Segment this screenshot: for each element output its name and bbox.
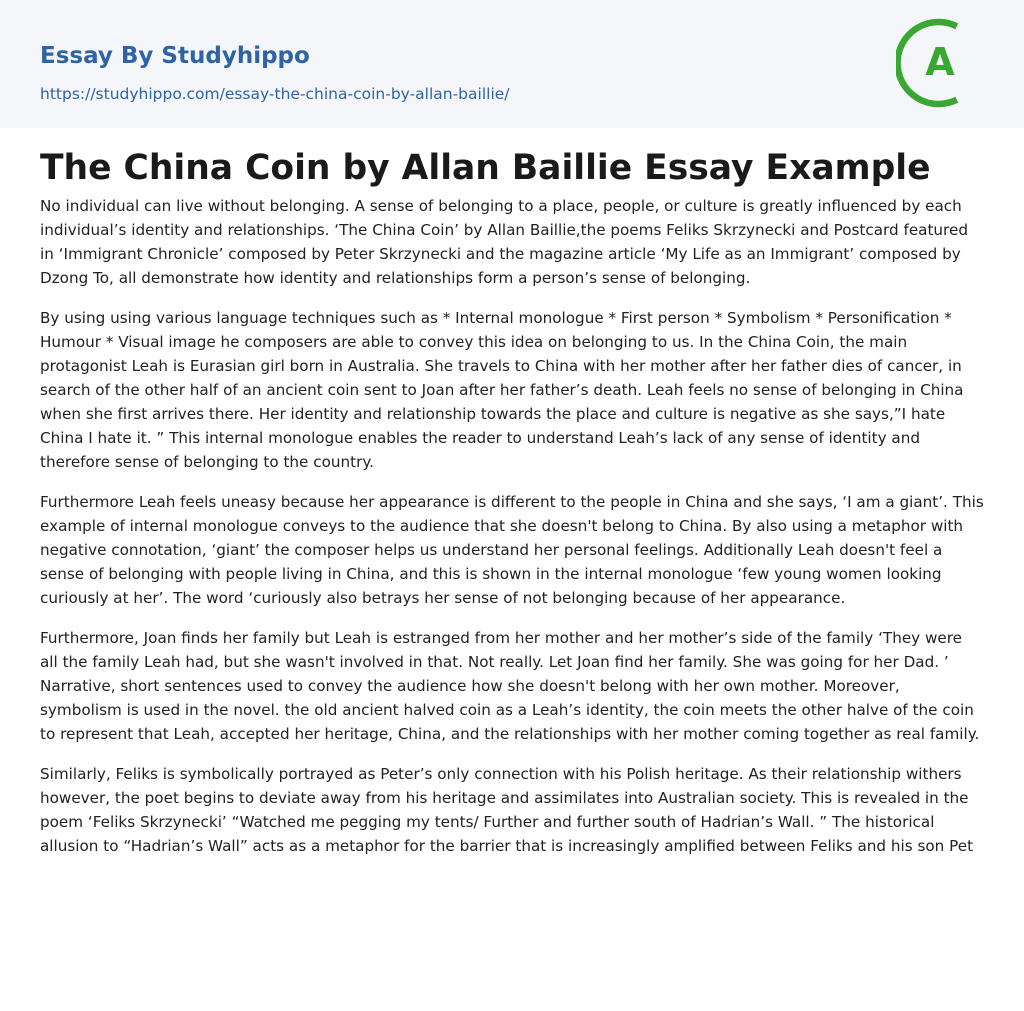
- page-title: The China Coin by Allan Baillie Essay Example: [40, 148, 931, 188]
- essay-url-link[interactable]: https://studyhippo.com/essay-the-china-coin-by-allan-baillie/: [40, 85, 510, 103]
- paragraph: Similarly, Feliks is symbolically portrayed as Peter’s only connection with his Polish heritage. As their relationship withers however, the poet begins to deviate away from his heritage and assimilates into Australian society. This is revealed in the poem ‘Feliks Skrzynecki’ “Watched me pegging my tents/ Further and further south of Hadrian’s Wall. ” The historical allusion to “Hadrian’s Wall” acts as a metaphor for the barrier that is increasingly amplified between Feliks and his son Pet: [40, 765, 974, 855]
- paragraph: By using using various language techniques such as * Internal monologue * First person * Symbolism * Personification * Humour * Visual image he composers are able to convey this idea on belonging to us. In the China Coin, the main protagonist Leah is Eurasian girl born in Australia. She travels to China with her mother after her father dies of cancer, in search of the other half of an ancient coin sent to Joan after her father’s death. Leah feels no sense of belonging in China when she first arrives there. Her identity and relationship towards the place and culture is negative as she says,”I hate China I hate it. ” This internal monologue enables the reader to understand Leah’s lack of any sense of identity and therefore sense of belonging to the country.: [40, 309, 964, 471]
- site-header: [0, 0, 1024, 128]
- paragraph: No individual can live without belonging. A sense of belonging to a place, people, or culture is greatly influenced by each individual’s identity and relationships. ‘The China Coin’ by Allan Baillie,the poems Feliks Skrzynecki and Postcard featured in ‘Immigrant Chronicle’ composed by Peter Skrzynecki and the magazine article ‘My Life as an Immigrant’ composed by Dzong To, all demonstrate how identity and relationships form a person’s sense of belonging.: [40, 197, 968, 287]
- paragraph: Furthermore, Joan finds her family but Leah is estranged from her mother and her mother’s side of the family ‘They were all the family Leah had, but she wasn't involved in that. Not really. Let Joan find her family. She was going for her Dad. ’ Narrative, short sentences used to convey the audience how she doesn't belong with her own mother. Moreover, symbolism is used in the novel. the old ancient halved coin as a Leah’s identity, the coin meets the other halve of the coin to represent that Leah, accepted her heritage, China, and the relationships with her mother coming together as real family.: [40, 629, 980, 743]
- site-brand[interactable]: Essay By Studyhippo: [40, 43, 310, 69]
- article: [0, 128, 1024, 858]
- logo-letter: A: [925, 40, 955, 84]
- paragraph: Furthermore Leah feels uneasy because her appearance is different to the people in China and she says, ‘I am a giant’. This example of internal monologue conveys to the audience that she doesn't belong to China. By also using a metaphor with negative connotation, ‘giant’ the composer helps us understand her personal feelings. Additionally Leah doesn't feel a sense of belonging with people living in China, and this is shown in the internal monologue ‘few young women looking curiously at her’. The word ‘curiously also betrays her sense of not belonging because of her appearance.: [40, 493, 984, 607]
- studyhippo-logo-icon[interactable]: [896, 18, 986, 108]
